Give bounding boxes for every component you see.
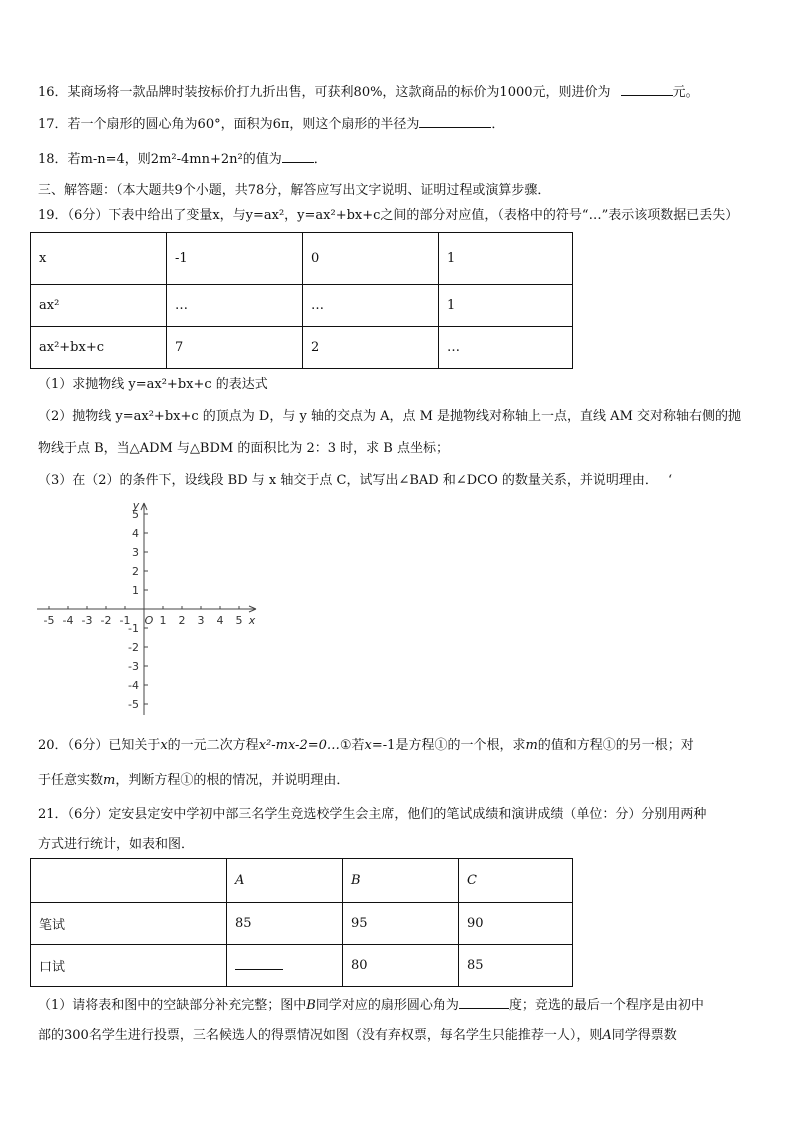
table-cell: ax²+bx+c — [31, 327, 167, 369]
table-cell: 口试 — [31, 945, 227, 987]
q21-text: 同学得票数 — [611, 1028, 677, 1043]
q21-variable-a: A — [602, 1028, 612, 1043]
q21-part1 — [38, 996, 704, 1015]
y-tick-label: 5 — [132, 508, 139, 521]
q21-blank-cell[interactable] — [227, 945, 343, 987]
y-tick-label: -4 — [128, 679, 139, 692]
coordinate-grid — [34, 495, 264, 720]
x-tick-label: 3 — [197, 614, 205, 627]
q20-text: 的一元二次方程 — [167, 738, 259, 753]
x-tick-label: -3 — [81, 614, 93, 627]
question-21-line2: 方式进行统计，如表和图． — [38, 837, 195, 852]
q20-variable-x: x — [160, 738, 168, 753]
table-cell: … — [303, 285, 439, 327]
table-cell: 90 — [459, 903, 573, 945]
x-tick-label: -2 — [100, 614, 112, 627]
x-axis-label: x — [248, 614, 256, 627]
question-16 — [38, 83, 699, 102]
q20-text: 的值和方程①的另一根；对 — [537, 738, 694, 753]
table-cell — [31, 859, 227, 903]
table-cell: x — [31, 233, 167, 285]
y-tick-label: 1 — [132, 584, 139, 597]
y-tick-label: 4 — [132, 527, 139, 540]
table-cell: C — [459, 859, 573, 903]
table-cell: 0 — [303, 233, 439, 285]
table-cell: 1 — [439, 285, 573, 327]
x-tick-label: 1 — [159, 614, 167, 627]
q19-intro: 19．（6分）下表中给出了变量x，与y=ax²，y=ax²+bx+c之间的部分对应值，（表格中的符号“…”表示该项数据已丢失） — [38, 208, 739, 223]
question-20-line2 — [38, 772, 349, 790]
y-tick-label: -3 — [128, 660, 139, 673]
question-21-line1: 21．（6分）定安县定安中学初中部三名学生竞选校学生会主席，他们的笔试成绩和演讲成绩（单位：分）分别用两种 — [38, 807, 707, 822]
q17-suffix: ． — [491, 117, 505, 132]
q21-variable-b: B — [306, 998, 316, 1013]
origin-label: O — [144, 614, 154, 627]
table-cell: -1 — [167, 233, 303, 285]
q17-text: 17．若一个扇形的圆心角为60°，面积为6π，则这个扇形的半径为 — [38, 117, 420, 132]
axes — [37, 499, 256, 715]
y-tick-label: -5 — [128, 698, 139, 711]
table-cell: B — [343, 859, 459, 903]
q21-part2 — [38, 1027, 677, 1045]
y-tick-label: 2 — [132, 565, 139, 578]
q19-part3-mark: ‘ — [668, 473, 673, 488]
q16-text: 16．某商场将一款品牌时装按标价打九折出售，可获利80%，这款商品的标价为1000元，则进价为 — [38, 85, 611, 100]
q19-table — [30, 232, 573, 369]
y-tick-label: 3 — [132, 546, 139, 559]
q16-answer-blank[interactable] — [621, 83, 673, 96]
q19-part2-line1: （2）抛物线 y=ax²+bx+c 的顶点为 D，与 y 轴的交点为 A，点 M 是抛物线对称轴上一点，直线 AM 交对称轴右侧的抛 — [38, 409, 742, 424]
q21-text: 同学对应的扇形圆心角为 — [315, 998, 459, 1013]
x-tick-label: -5 — [43, 614, 55, 627]
table-cell: 95 — [343, 903, 459, 945]
y-axis-label: y — [132, 499, 140, 512]
table-cell: 85 — [227, 903, 343, 945]
table-cell: 7 — [167, 327, 303, 369]
table-cell: 85 — [459, 945, 573, 987]
q21-table — [30, 858, 573, 987]
table-cell: 2 — [303, 327, 439, 369]
q19-part1: （1）求抛物线 y=ax²+bx+c 的表达式 — [38, 377, 268, 392]
q20-text: ，判断方程①的根的情况，并说明理由． — [115, 773, 350, 788]
question-20-line1 — [38, 737, 694, 755]
q19-part3-text: （3）在（2）的条件下，设线段 BD 与 x 轴交于点 C，试写出∠BAD 和∠DCO 的数量关系，并说明理由． — [38, 473, 658, 488]
q20-text: ①若 — [339, 738, 365, 753]
q18-suffix: ． — [313, 152, 327, 167]
x-tick-label: 4 — [216, 614, 224, 627]
section-3-heading: 三、解答题：（本大题共9个小题，共78分，解答应写出文字说明、证明过程或演算步骤． — [38, 183, 551, 198]
x-tick-label: 5 — [235, 614, 243, 627]
x-tick-label: -1 — [119, 614, 131, 627]
q20-text: =-1是方程①的一个根，求 — [371, 738, 526, 753]
table-cell: ax² — [31, 285, 167, 327]
q18-text: 18．若m-n=4，则2m²-4mn+2n²的值为 — [38, 152, 282, 167]
q20-text: 于任意实数 — [38, 773, 104, 788]
q21-text: （1）请将表和图中的空缺部分补充完整；图中 — [38, 998, 307, 1013]
table-cell: … — [167, 285, 303, 327]
table-cell: A — [227, 859, 343, 903]
x-tick-label: 2 — [178, 614, 186, 627]
y-tick-label: -2 — [128, 641, 139, 654]
table-cell: 80 — [343, 945, 459, 987]
q21-text: 部的300名学生进行投票，三名候选人的得票情况如图（没有弃权票，每名学生只能推荐一人），则 — [38, 1028, 603, 1043]
x-tick-label: -4 — [62, 614, 74, 627]
question-17 — [38, 115, 504, 134]
table-cell: 1 — [439, 233, 573, 285]
q19-part3 — [38, 472, 672, 490]
q20-variable-m: m — [103, 773, 116, 788]
q20-equation: x²-mx-2=0… — [258, 738, 340, 753]
q20-variable-x: x — [364, 738, 372, 753]
q18-answer-blank[interactable] — [282, 150, 314, 163]
q21-text: 度；竞选的最后一个程序是由初中 — [508, 998, 704, 1013]
q21-angle-blank[interactable] — [459, 996, 509, 1009]
table-cell: 笔试 — [31, 903, 227, 945]
q20-variable-m: m — [525, 738, 538, 753]
table-cell: … — [439, 327, 573, 369]
q21-answer-blank[interactable] — [235, 957, 283, 970]
y-tick-label: -1 — [128, 622, 139, 635]
q16-suffix: 元。 — [672, 85, 699, 100]
q20-text: 20．（6分）已知关于 — [38, 738, 161, 753]
q19-part2-line2: 物线于点 B，当△ADM 与△BDM 的面积比为 2：3 时，求 B 点坐标； — [38, 441, 449, 456]
q17-answer-blank[interactable] — [419, 115, 491, 128]
question-18 — [38, 150, 327, 169]
